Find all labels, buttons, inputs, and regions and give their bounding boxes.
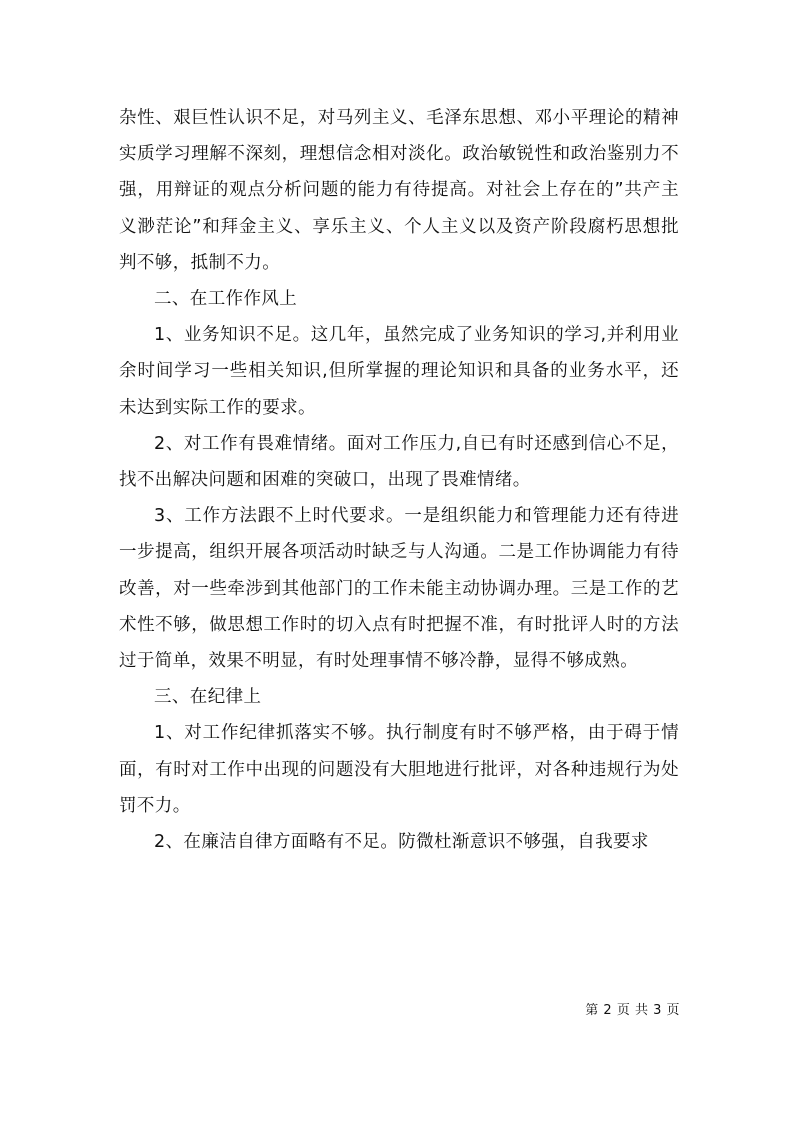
paragraph-business-knowledge: 1、业务知识不足。这几年，虽然完成了业务知识的学习,并利用业余时间学习一些相关知识,但所掌握的理论知识和具备的业务水平，还未达到实际工作的要求。: [119, 325, 679, 418]
section-heading-discipline: 三、在纪律上: [154, 687, 262, 708]
paragraph-work-discipline: 1、对工作纪律抓落实不够。执行制度有时不够严格，由于碍于情面，有时对工作中出现的问题没有大胆地进行批评，对各种违规行为处罚不力。: [119, 723, 679, 816]
paragraph-work-methods: 3、工作方法跟不上时代要求。一是组织能力和管理能力还有待进一步提高，组织开展各项活动时缺乏与人沟通。二是工作协调能力有待改善，对一些牵涉到其他部门的工作未能主动协调办理。三是工作的艺术性不够，做思想工作时的切入点有时把握不准，有时批评人时的方法过于简单，效果不明显，有时处理事情不够冷静，显得不够成熟。: [119, 506, 679, 672]
paragraph-fear-of-difficulty: 2、对工作有畏难情绪。面对工作压力,自已有时还感到信心不足，找不出解决问题和困难的突破口，出现了畏难情绪。: [119, 433, 679, 491]
page-number-footer: 第 2 页 共 3 页: [585, 1003, 680, 1018]
paragraph-integrity: 2、在廉洁自律方面略有不足。防微杜渐意识不够强，自我要求: [154, 832, 649, 853]
document-body: [119, 100, 679, 860]
section-heading-work-style: 二、在工作作风上: [154, 289, 298, 310]
paragraph-continuation: 杂性、艰巨性认识不足，对马列主义、毛泽东思想、邓小平理论的精神实质学习理解不深刻，理想信念相对淡化。政治敏锐性和政治鉴别力不强，用辩证的观点分析问题的能力有待提高。对社会上存在的”共产主义渺茫论”和拜金主义、享乐主义、个人主义以及资产阶段腐朽思想批判不够，抵制不力。: [119, 108, 679, 273]
